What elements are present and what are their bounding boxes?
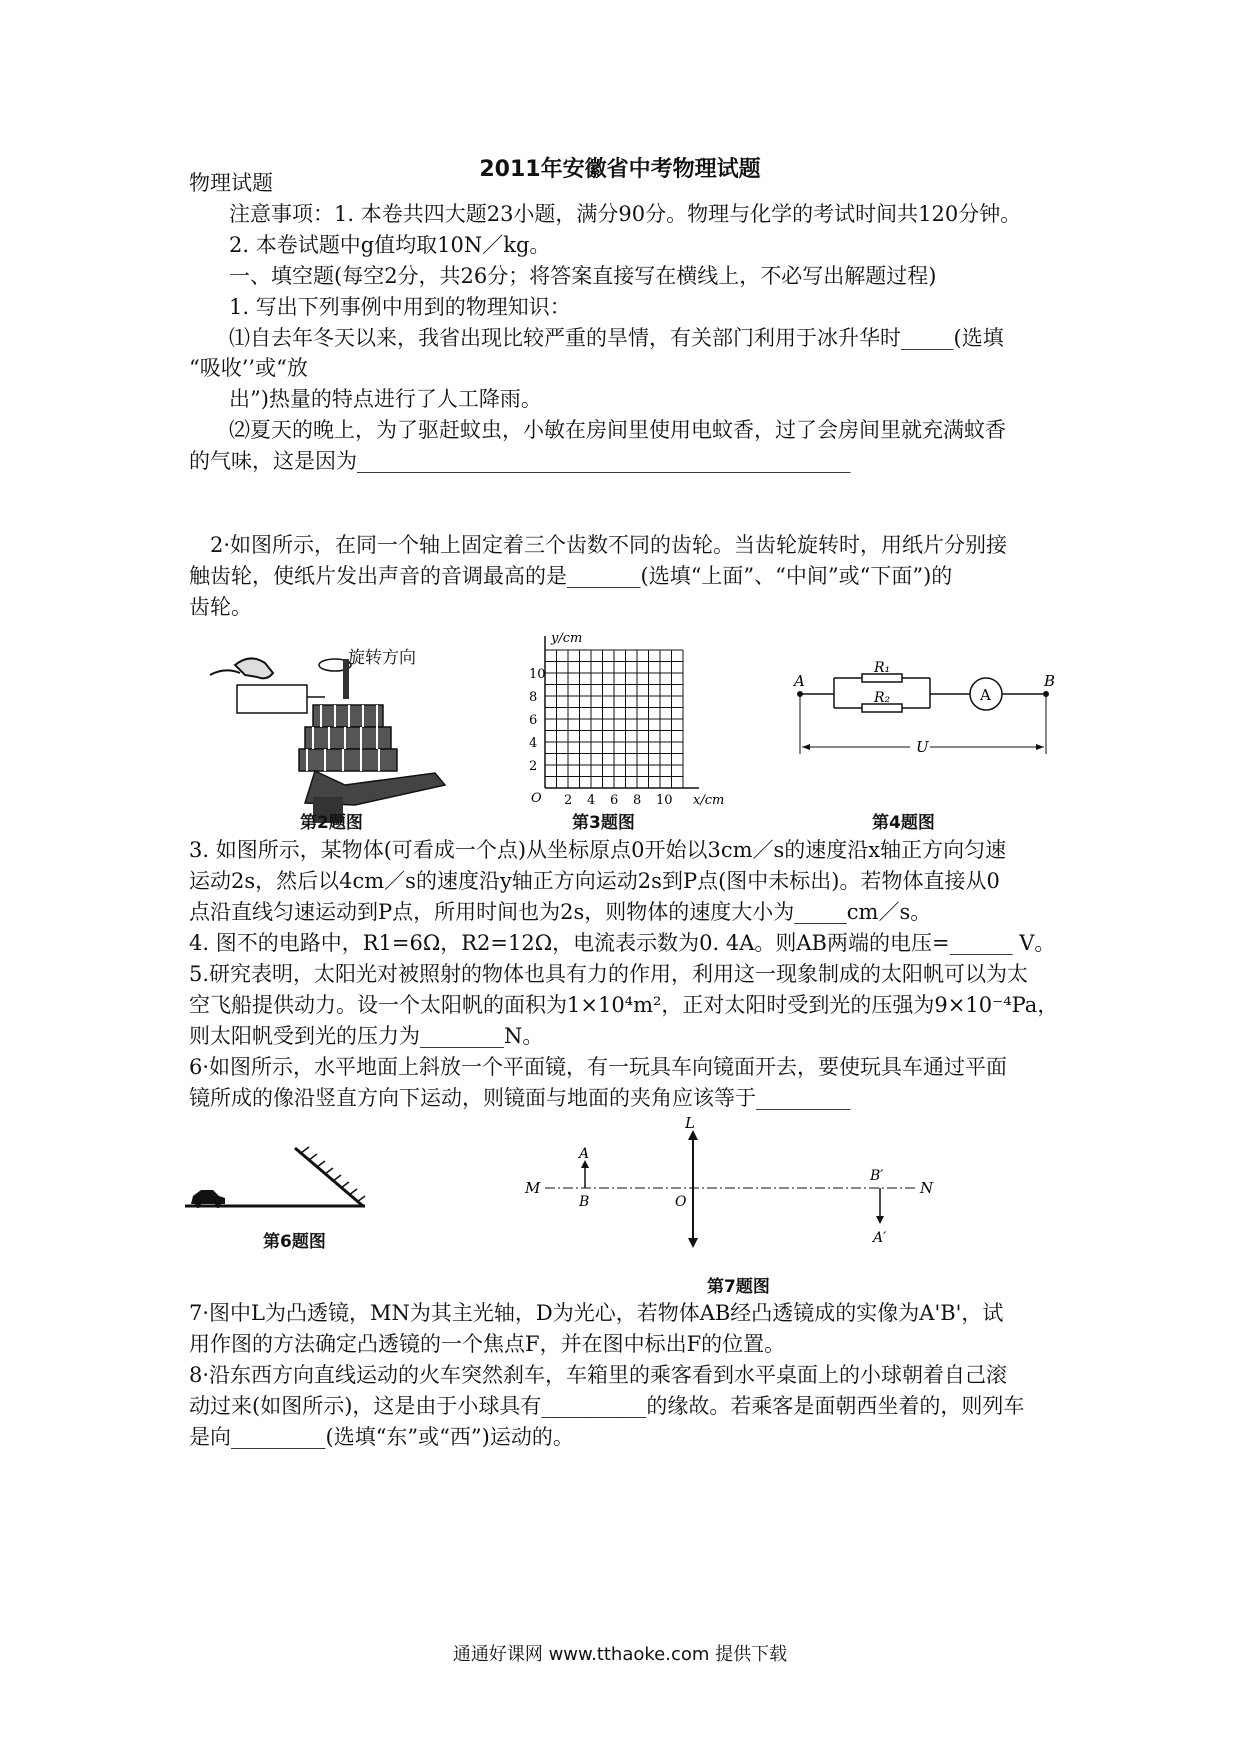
q2-line3: 齿轮。: [189, 595, 252, 619]
fig4-label-meter: A: [980, 686, 991, 704]
section-heading: 一、填空题(每空2分，共26分；将答案直接写在横线上，不必写出解题过程): [229, 264, 937, 288]
fig4-label-r1: R₁: [874, 660, 891, 676]
q6-line1: 6·如图所示，水平地面上斜放一个平面镜，有一玩具车向镜面开去，要使玩具车通过平面: [189, 1055, 1008, 1079]
notes-line-2: 2. 本卷试题中g值均取10N／kg。: [229, 233, 551, 257]
q5-line1: 5.研究表明，太阳光对被照射的物体也具有力的作用，利用这一现象制成的太阳帆可以为太: [189, 962, 1029, 986]
q5-line3: 则太阳帆受到光的压力为________N。: [189, 1024, 544, 1048]
q2-line1: 2·如图所示，在同一个轴上固定着三个齿数不同的齿轮。当齿轮旋转时，用纸片分别接: [210, 533, 1008, 557]
figure-3-grid: [505, 631, 745, 808]
footer-credit: 通通好课网 www.tthaoke.com 提供下载: [452, 1644, 788, 1665]
q4-text: 4. 图不的电路中，R1=6Ω，R2=12Ω，电流表示数为0. 4A。则AB两端的电压=______ V。: [189, 931, 1056, 955]
fig7-label-o: O: [675, 1194, 687, 1210]
fig4-label-b: B: [1044, 672, 1056, 690]
plane-mirror: [295, 1148, 363, 1206]
y-tick-label: 6: [529, 713, 538, 728]
fig7-label-l: L: [685, 1114, 695, 1132]
x-tick-label: 4: [587, 793, 596, 808]
fig4-label-u: U: [916, 738, 929, 756]
x-tick-label: 8: [633, 793, 642, 808]
q1-part1-line1: ⑴自去年冬天以来，我省出现比较严重的旱情，有关部门利用于冰升华时_____(选填: [229, 326, 1004, 350]
q8-line2: 动过来(如图所示)，这是由于小球具有__________的缘故。若乘客是面朝西坐着的，则列车: [189, 1394, 1025, 1418]
q7-line2: 用作图的方法确定凸透镜的一个焦点F，并在图中标出F的位置。: [189, 1332, 786, 1356]
fig7-label-a: A: [579, 1146, 590, 1162]
x-tick-label: 6: [610, 793, 619, 808]
q1-part1-line3: 出”)热量的特点进行了人工降雨。: [229, 387, 542, 411]
y-tick-label: 4: [529, 736, 538, 751]
fig4-label-r2: R₂: [874, 690, 891, 706]
fig7-label-b: B: [579, 1194, 590, 1210]
x-axis-label: x/cm: [693, 793, 725, 808]
q7-line1: 7·图中L为凸透镜，MN为其主光轴，D为光心，若物体AB经凸透镜成的实像为A'B'，试: [189, 1301, 1004, 1325]
y-tick-label: 8: [529, 690, 538, 705]
q3-line2: 运动2s，然后以4cm／s的速度沿y轴正方向运动2s到P点(图中未标出)。若物体直接从0: [189, 869, 1000, 893]
q1-part2-line2: 的气味，这是因为_______________________________________________: [189, 449, 851, 473]
x-tick-label: 2: [564, 793, 573, 808]
q6-line2: 镜所成的像沿竖直方向下运动，则镜面与地面的夹角应该等于_________: [189, 1086, 851, 1110]
x-tick-label: 10: [656, 793, 673, 808]
q1-stem: 1. 写出下列事例中用到的物理知识：: [229, 295, 571, 319]
page-title: 2011年安徽省中考物理试题: [479, 157, 761, 182]
fig2-caption: 第2题图: [300, 813, 363, 833]
y-tick-label: 2: [529, 759, 538, 774]
fig3-caption: 第3题图: [572, 813, 635, 833]
fig7-label-m: M: [525, 1179, 541, 1197]
y-axis-label: y/cm: [551, 631, 583, 646]
fig4-label-a: A: [794, 672, 805, 690]
subject-label: 物理试题: [189, 171, 273, 195]
fig7-label-b-prime: B′: [870, 1168, 884, 1184]
fig7-caption: 第7题图: [707, 1277, 770, 1297]
fig6-caption: 第6题图: [263, 1232, 326, 1252]
fig2-label: 旋转方向: [348, 648, 416, 668]
fig7-label-n: N: [920, 1179, 934, 1197]
q5-line2: 空飞船提供动力。设一个太阳帆的面积为1×10⁴m²，正对太阳时受到光的压强为9×10⁻⁴Pa，: [189, 993, 1059, 1017]
figure-6-mirror: [185, 1140, 385, 1220]
q2-line2: 触齿轮，使纸片发出声音的音调最高的是_______(选填“上面”、“中间”或“下面”)的: [189, 564, 953, 588]
q1-part2-line1: ⑵夏天的晚上，为了驱赶蚊虫，小敏在房间里使用电蚊香，过了会房间里就充满蚊香: [229, 418, 1006, 442]
notes-line-1: 注意事项：1. 本卷共四大题23小题，满分90分。物理与化学的考试时间共120分钟。: [229, 202, 1022, 226]
q3-line1: 3. 如图所示，某物体(可看成一个点)从坐标原点0开始以3cm／s的速度沿x轴正方向匀速: [189, 838, 1007, 862]
q1-part1-line2: “吸收’’或“放: [189, 356, 308, 380]
figure-2-gears: [195, 645, 455, 825]
fig4-caption: 第4题图: [872, 813, 935, 833]
y-tick-label: 10: [529, 667, 546, 682]
q8-line3: 是向_________(选填“东”或“西”)运动的。: [189, 1425, 574, 1449]
figure-7-lens: [525, 1114, 945, 1270]
q3-line3: 点沿直线匀速运动到P点，所用时间也为2s，则物体的速度大小为_____cm／s。: [189, 900, 932, 924]
q8-line1: 8·沿东西方向直线运动的火车突然刹车，车箱里的乘客看到水平桌面上的小球朝着自己滚: [189, 1363, 1008, 1387]
fig7-label-a-prime: A′: [873, 1230, 887, 1246]
origin-label: O: [531, 791, 542, 806]
figure-4-circuit: [790, 660, 1060, 762]
